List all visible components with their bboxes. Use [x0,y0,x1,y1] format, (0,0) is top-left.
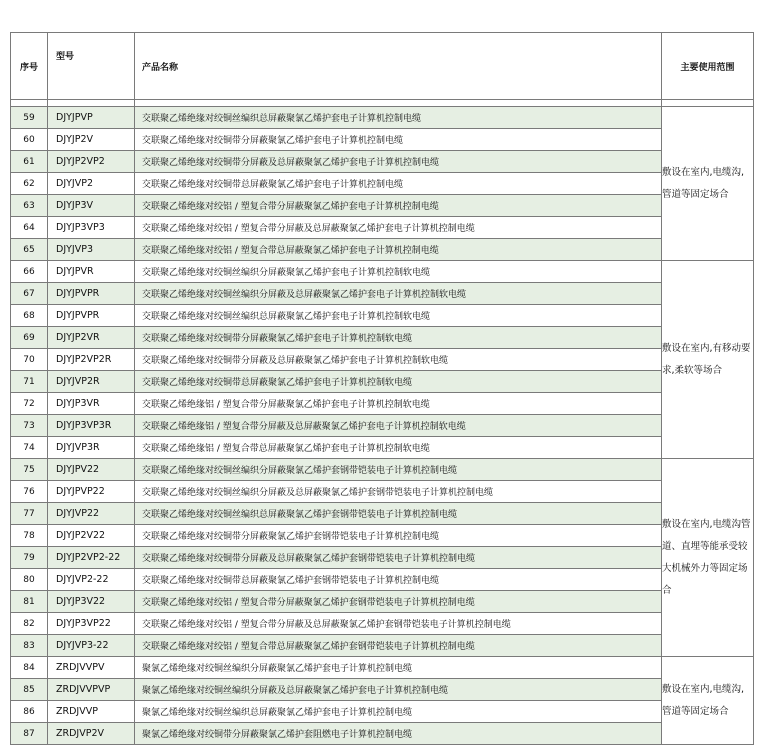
usage-scope: 敷设在室内,电缆沟,管道等固定场合 [662,657,754,745]
spacer-cell [48,100,135,107]
table-row [11,261,754,283]
row-number: 59 [11,107,48,129]
row-product-name: 交联聚乙烯绝缘对绞铜带总屏蔽聚氯乙烯护套电子计算机控制软电缆 [135,371,662,393]
row-model: DJYJPVP22 [48,481,135,503]
row-model: DJYJP2V [48,129,135,151]
row-product-name: 交联聚乙烯绝缘对绞铝 / 塑复合带分屏蔽及总屏蔽聚氯乙烯护套电子计算机控制电缆 [135,217,662,239]
row-product-name: 交联聚乙烯绝缘对绞铜带分屏蔽及总屏蔽聚氯乙烯护套电子计算机控制软电缆 [135,349,662,371]
row-model: DJYJPVP [48,107,135,129]
row-model: DJYJP2VP2 [48,151,135,173]
row-model: ZRDJVVP [48,701,135,723]
row-model: DJYJP2VP2R [48,349,135,371]
table-row [11,503,754,525]
table-row [11,547,754,569]
product-spec-table [10,32,754,745]
row-product-name: 交联聚乙烯绝缘对绞铜丝编织总屏蔽聚氯乙烯护套钢带铠装电子计算机控制电缆 [135,503,662,525]
table-row [11,371,754,393]
table-row [11,349,754,371]
row-number: 60 [11,129,48,151]
row-model: DJYJP3VP22 [48,613,135,635]
row-number: 78 [11,525,48,547]
table-row [11,195,754,217]
row-product-name: 交联聚乙烯绝缘对绞铜丝编织分屏蔽及总屏蔽聚氯乙烯护套电子计算机控制软电缆 [135,283,662,305]
row-number: 62 [11,173,48,195]
row-number: 86 [11,701,48,723]
row-model: DJYJVP3 [48,239,135,261]
row-model: DJYJP2VR [48,327,135,349]
spacer-cell [135,100,662,107]
row-model: DJYJPV22 [48,459,135,481]
row-number: 83 [11,635,48,657]
row-product-name: 交联聚乙烯绝缘对绞铝 / 塑复合带分屏蔽及总屏蔽聚氯乙烯护套钢带铠装电子计算机控制电缆 [135,613,662,635]
row-product-name: 交联聚乙烯绝缘对绞铜丝编织总屏蔽聚氯乙烯护套电子计算机控制软电缆 [135,305,662,327]
row-product-name: 聚氯乙烯绝缘对绞铜带分屏蔽聚氯乙烯护套阻燃电子计算机控制电缆 [135,723,662,745]
table-row [11,613,754,635]
header-product-name: 产品名称 [135,33,662,100]
row-product-name: 交联聚乙烯绝缘对绞铝 / 塑复合带总屏蔽聚氯乙烯护套电子计算机控制电缆 [135,239,662,261]
row-product-name: 交联聚乙烯绝缘铝 / 塑复合带分屏蔽及总屏蔽聚氯乙烯护套电子计算机控制软电缆 [135,415,662,437]
row-number: 68 [11,305,48,327]
row-model: DJYJVP2 [48,173,135,195]
table-row [11,437,754,459]
row-number: 84 [11,657,48,679]
row-number: 81 [11,591,48,613]
row-product-name: 交联聚乙烯绝缘对绞铜丝编织分屏蔽聚氯乙烯护套钢带铠装电子计算机控制电缆 [135,459,662,481]
row-product-name: 聚氯乙烯绝缘对绞铜丝编织分屏蔽及总屏蔽聚氯乙烯护套电子计算机控制电缆 [135,679,662,701]
usage-scope: 敷设在室内,电缆沟,管道等固定场合 [662,107,754,261]
row-number: 63 [11,195,48,217]
row-number: 73 [11,415,48,437]
table-row [11,723,754,745]
row-number: 75 [11,459,48,481]
row-product-name: 交联聚乙烯绝缘对绞铜带总屏蔽聚氯乙烯护套电子计算机控制电缆 [135,173,662,195]
row-product-name: 交联聚乙烯绝缘对绞铜丝编织分屏蔽聚氯乙烯护套电子计算机控制软电缆 [135,261,662,283]
table-row [11,239,754,261]
row-number: 71 [11,371,48,393]
row-product-name: 交联聚乙烯绝缘对绞铝 / 塑复合带分屏蔽聚氯乙烯护套电子计算机控制电缆 [135,195,662,217]
row-number: 70 [11,349,48,371]
row-number: 87 [11,723,48,745]
row-product-name: 交联聚乙烯绝缘对绞铜带分屏蔽聚氯乙烯护套电子计算机控制电缆 [135,129,662,151]
table-row [11,393,754,415]
row-number: 85 [11,679,48,701]
row-product-name: 交联聚乙烯绝缘对绞铝 / 塑复合带分屏蔽聚氯乙烯护套钢带铠装电子计算机控制电缆 [135,591,662,613]
row-number: 61 [11,151,48,173]
table-row [11,283,754,305]
table-row [11,701,754,723]
row-model: DJYJPVPR [48,283,135,305]
row-model: DJYJP3V22 [48,591,135,613]
table-row [11,305,754,327]
row-model: DJYJPVR [48,261,135,283]
usage-scope: 敷设在室内,有移动要求,柔软等场合 [662,261,754,459]
row-number: 79 [11,547,48,569]
usage-scope: 敷设在室内,电缆沟管道、直埋等能承受较大机械外力等固定场合 [662,459,754,657]
row-product-name: 交联聚乙烯绝缘对绞铝 / 塑复合带总屏蔽聚氯乙烯护套钢带铠装电子计算机控制电缆 [135,635,662,657]
row-model: DJYJP2VP2-22 [48,547,135,569]
row-model: ZRDJVVPVP [48,679,135,701]
table-row [11,525,754,547]
row-model: DJYJVP2-22 [48,569,135,591]
row-model: DJYJPVPR [48,305,135,327]
row-number: 69 [11,327,48,349]
row-product-name: 聚氯乙烯绝缘对绞铜丝编织总屏蔽聚氯乙烯护套电子计算机控制电缆 [135,701,662,723]
spacer-cell [11,100,48,107]
table-row [11,327,754,349]
row-model: DJYJVP3-22 [48,635,135,657]
table-row [11,657,754,679]
table-row [11,107,754,129]
table-row [11,481,754,503]
row-number: 67 [11,283,48,305]
row-number: 65 [11,239,48,261]
table-row [11,415,754,437]
header-model: 型号 [48,33,135,100]
row-model: ZRDJVP2V [48,723,135,745]
row-number: 82 [11,613,48,635]
table-header [11,33,754,100]
header-usage: 主要使用范围 [662,33,754,100]
table-row [11,679,754,701]
table-row [11,591,754,613]
row-product-name: 交联聚乙烯绝缘铝 / 塑复合带分屏蔽聚氯乙烯护套电子计算机控制软电缆 [135,393,662,415]
row-number: 76 [11,481,48,503]
table-row [11,129,754,151]
row-product-name: 交联聚乙烯绝缘铝 / 塑复合带总屏蔽聚氯乙烯护套电子计算机控制软电缆 [135,437,662,459]
table-row [11,151,754,173]
row-product-name: 交联聚乙烯绝缘对绞铜丝编织分屏蔽及总屏蔽聚氯乙烯护套钢带铠装电子计算机控制电缆 [135,481,662,503]
table-row [11,459,754,481]
row-number: 64 [11,217,48,239]
table-row [11,173,754,195]
header-spacer-row [11,100,754,107]
row-number: 80 [11,569,48,591]
row-number: 72 [11,393,48,415]
header-no: 序号 [11,33,48,100]
row-model: DJYJP3VR [48,393,135,415]
table-row [11,217,754,239]
row-product-name: 交联聚乙烯绝缘对绞铜带分屏蔽聚氯乙烯护套电子计算机控制软电缆 [135,327,662,349]
table-row [11,635,754,657]
row-number: 74 [11,437,48,459]
row-product-name: 聚氯乙烯绝缘对绞铜丝编织分屏蔽聚氯乙烯护套电子计算机控制电缆 [135,657,662,679]
row-number: 66 [11,261,48,283]
row-product-name: 交联聚乙烯绝缘对绞铜带分屏蔽及总屏蔽聚氯乙烯护套电子计算机控制电缆 [135,151,662,173]
table-body [11,100,754,745]
row-model: DJYJP3VP3 [48,217,135,239]
row-product-name: 交联聚乙烯绝缘对绞铜带分屏蔽及总屏蔽聚氯乙烯护套钢带铠装电子计算机控制电缆 [135,547,662,569]
row-model: DJYJP2V22 [48,525,135,547]
row-model: DJYJP3V [48,195,135,217]
row-model: DJYJP3VP3R [48,415,135,437]
table-row [11,569,754,591]
row-number: 77 [11,503,48,525]
row-product-name: 交联聚乙烯绝缘对绞铜丝编织总屏蔽聚氯乙烯护套电子计算机控制电缆 [135,107,662,129]
row-model: ZRDJVVPV [48,657,135,679]
row-product-name: 交联聚乙烯绝缘对绞铜带总屏蔽聚氯乙烯护套钢带铠装电子计算机控制电缆 [135,569,662,591]
row-model: DJYJVP2R [48,371,135,393]
row-model: DJYJVP22 [48,503,135,525]
row-product-name: 交联聚乙烯绝缘对绞铜带分屏蔽聚氯乙烯护套钢带铠装电子计算机控制电缆 [135,525,662,547]
row-model: DJYJVP3R [48,437,135,459]
spacer-cell [662,100,754,107]
